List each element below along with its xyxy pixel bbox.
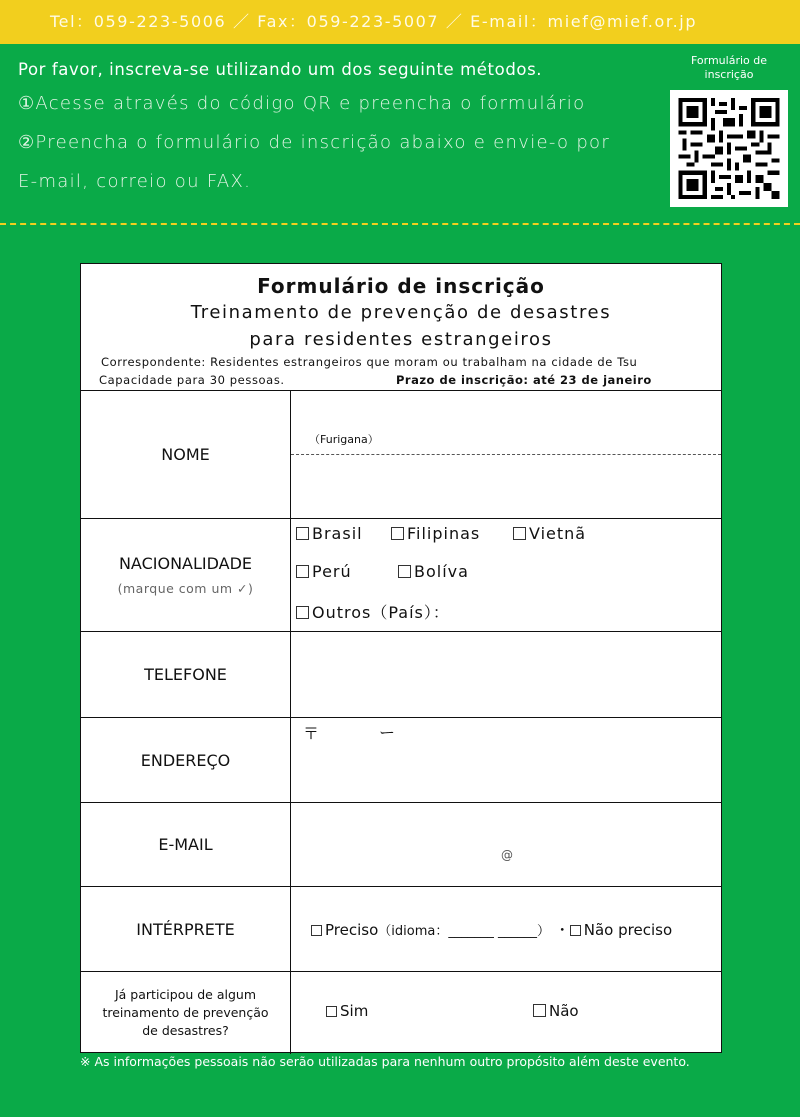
training-options [291, 972, 721, 1054]
training-label: Já participou de algum treinamento de prevenção de desastres? [81, 972, 291, 1054]
checkbox-icon [533, 1004, 546, 1017]
checkbox-icon [513, 527, 526, 540]
form-header [81, 264, 721, 391]
intro-line-1: Por favor, inscreva-se utilizando um dos seguinte métodos. [18, 60, 543, 79]
form-subtitle-1: Treinamento de prevenção de desastres [190, 302, 612, 323]
checkbox-icon [311, 925, 322, 936]
interpreter-options [291, 887, 721, 971]
form-subtitle-2: para residentes estrangeiros [249, 329, 553, 350]
training-row [81, 972, 721, 1054]
email-row [81, 803, 721, 887]
privacy-footnote: ※ As informações pessoais não serão utilizadas para nenhum outro propósito além deste evento. [80, 1054, 690, 1069]
interpreter-row [81, 887, 721, 972]
furigana-divider [291, 454, 721, 455]
checkbox-icon [570, 925, 581, 936]
address-label: ENDEREÇO [81, 718, 291, 802]
option-preciso[interactable]: Preciso [311, 921, 378, 939]
option-nao[interactable]: Não [533, 1002, 579, 1020]
phone-row [81, 632, 721, 718]
checkbox-icon [398, 565, 411, 578]
qr-code-icon[interactable] [670, 90, 788, 207]
intro-line-4: E-mail, correio ou FAX. [18, 171, 252, 192]
intro-line-3: ②Preencha o formulário de inscrição abaixo e envie-o por [18, 132, 611, 153]
capacity-note: Capacidade para 30 pessoas. [99, 373, 285, 387]
checkbox-icon [391, 527, 404, 540]
language-field[interactable]: （idioma：_______ ______） [378, 924, 550, 939]
dashed-divider [0, 223, 800, 225]
option-nao-preciso[interactable]: Não preciso [570, 921, 672, 939]
registration-form [80, 263, 722, 1053]
interpreter-label: INTÉRPRETE [81, 887, 291, 971]
furigana-label: （Furigana） [309, 433, 379, 446]
option-sim[interactable]: Sim [326, 1002, 368, 1020]
name-label: NOME [81, 391, 291, 518]
checkbox-icon [296, 606, 309, 619]
at-sign: @ [501, 848, 513, 862]
intro-instructions [18, 60, 668, 192]
option-filipinas[interactable]: Filipinas [391, 524, 480, 543]
checkbox-icon [296, 527, 309, 540]
qr-label: Formulário de inscrição [690, 54, 768, 81]
checkbox-icon [296, 565, 309, 578]
nationality-row [81, 519, 721, 632]
name-field[interactable] [291, 391, 721, 518]
nationality-label: NACIONALIDADE (marque com um ✓) [81, 519, 291, 631]
correspondent-note: Correspondente: Residentes estrangeiros que moram ou trabalham na cidade de Tsu [101, 355, 638, 369]
phone-field[interactable] [291, 632, 721, 717]
nationality-hint: (marque com um ✓) [117, 581, 254, 596]
name-row [81, 391, 721, 519]
checkbox-icon [326, 1006, 337, 1017]
option-brasil[interactable]: Brasil [296, 524, 363, 543]
option-outros[interactable]: Outros（País）： [296, 600, 450, 623]
postal-mark-icon: 〒 [303, 724, 320, 743]
intro-line-2: ①Acesse através do código QR e preencha o formulário [18, 93, 586, 114]
phone-label: TELEFONE [81, 632, 291, 717]
form-title: Formulário de inscrição [257, 274, 545, 298]
option-separator: ・ [554, 921, 570, 939]
postal-dash: ー [379, 723, 396, 742]
address-row [81, 718, 721, 803]
email-field[interactable] [291, 803, 721, 886]
option-vietna[interactable]: Vietnã [513, 524, 586, 543]
email-label: E-MAIL [81, 803, 291, 886]
option-peru[interactable]: Perú [296, 562, 352, 581]
option-boliva[interactable]: Bolíva [398, 562, 469, 581]
deadline-note: Prazo de inscrição: até 23 de janeiro [396, 373, 652, 387]
address-field[interactable] [291, 718, 721, 802]
nationality-options [291, 519, 721, 631]
contact-bar: Tel：059-223-5006 ／ Fax：059-223-5007 ／ E-mail：mief@mief.or.jp [0, 0, 800, 44]
